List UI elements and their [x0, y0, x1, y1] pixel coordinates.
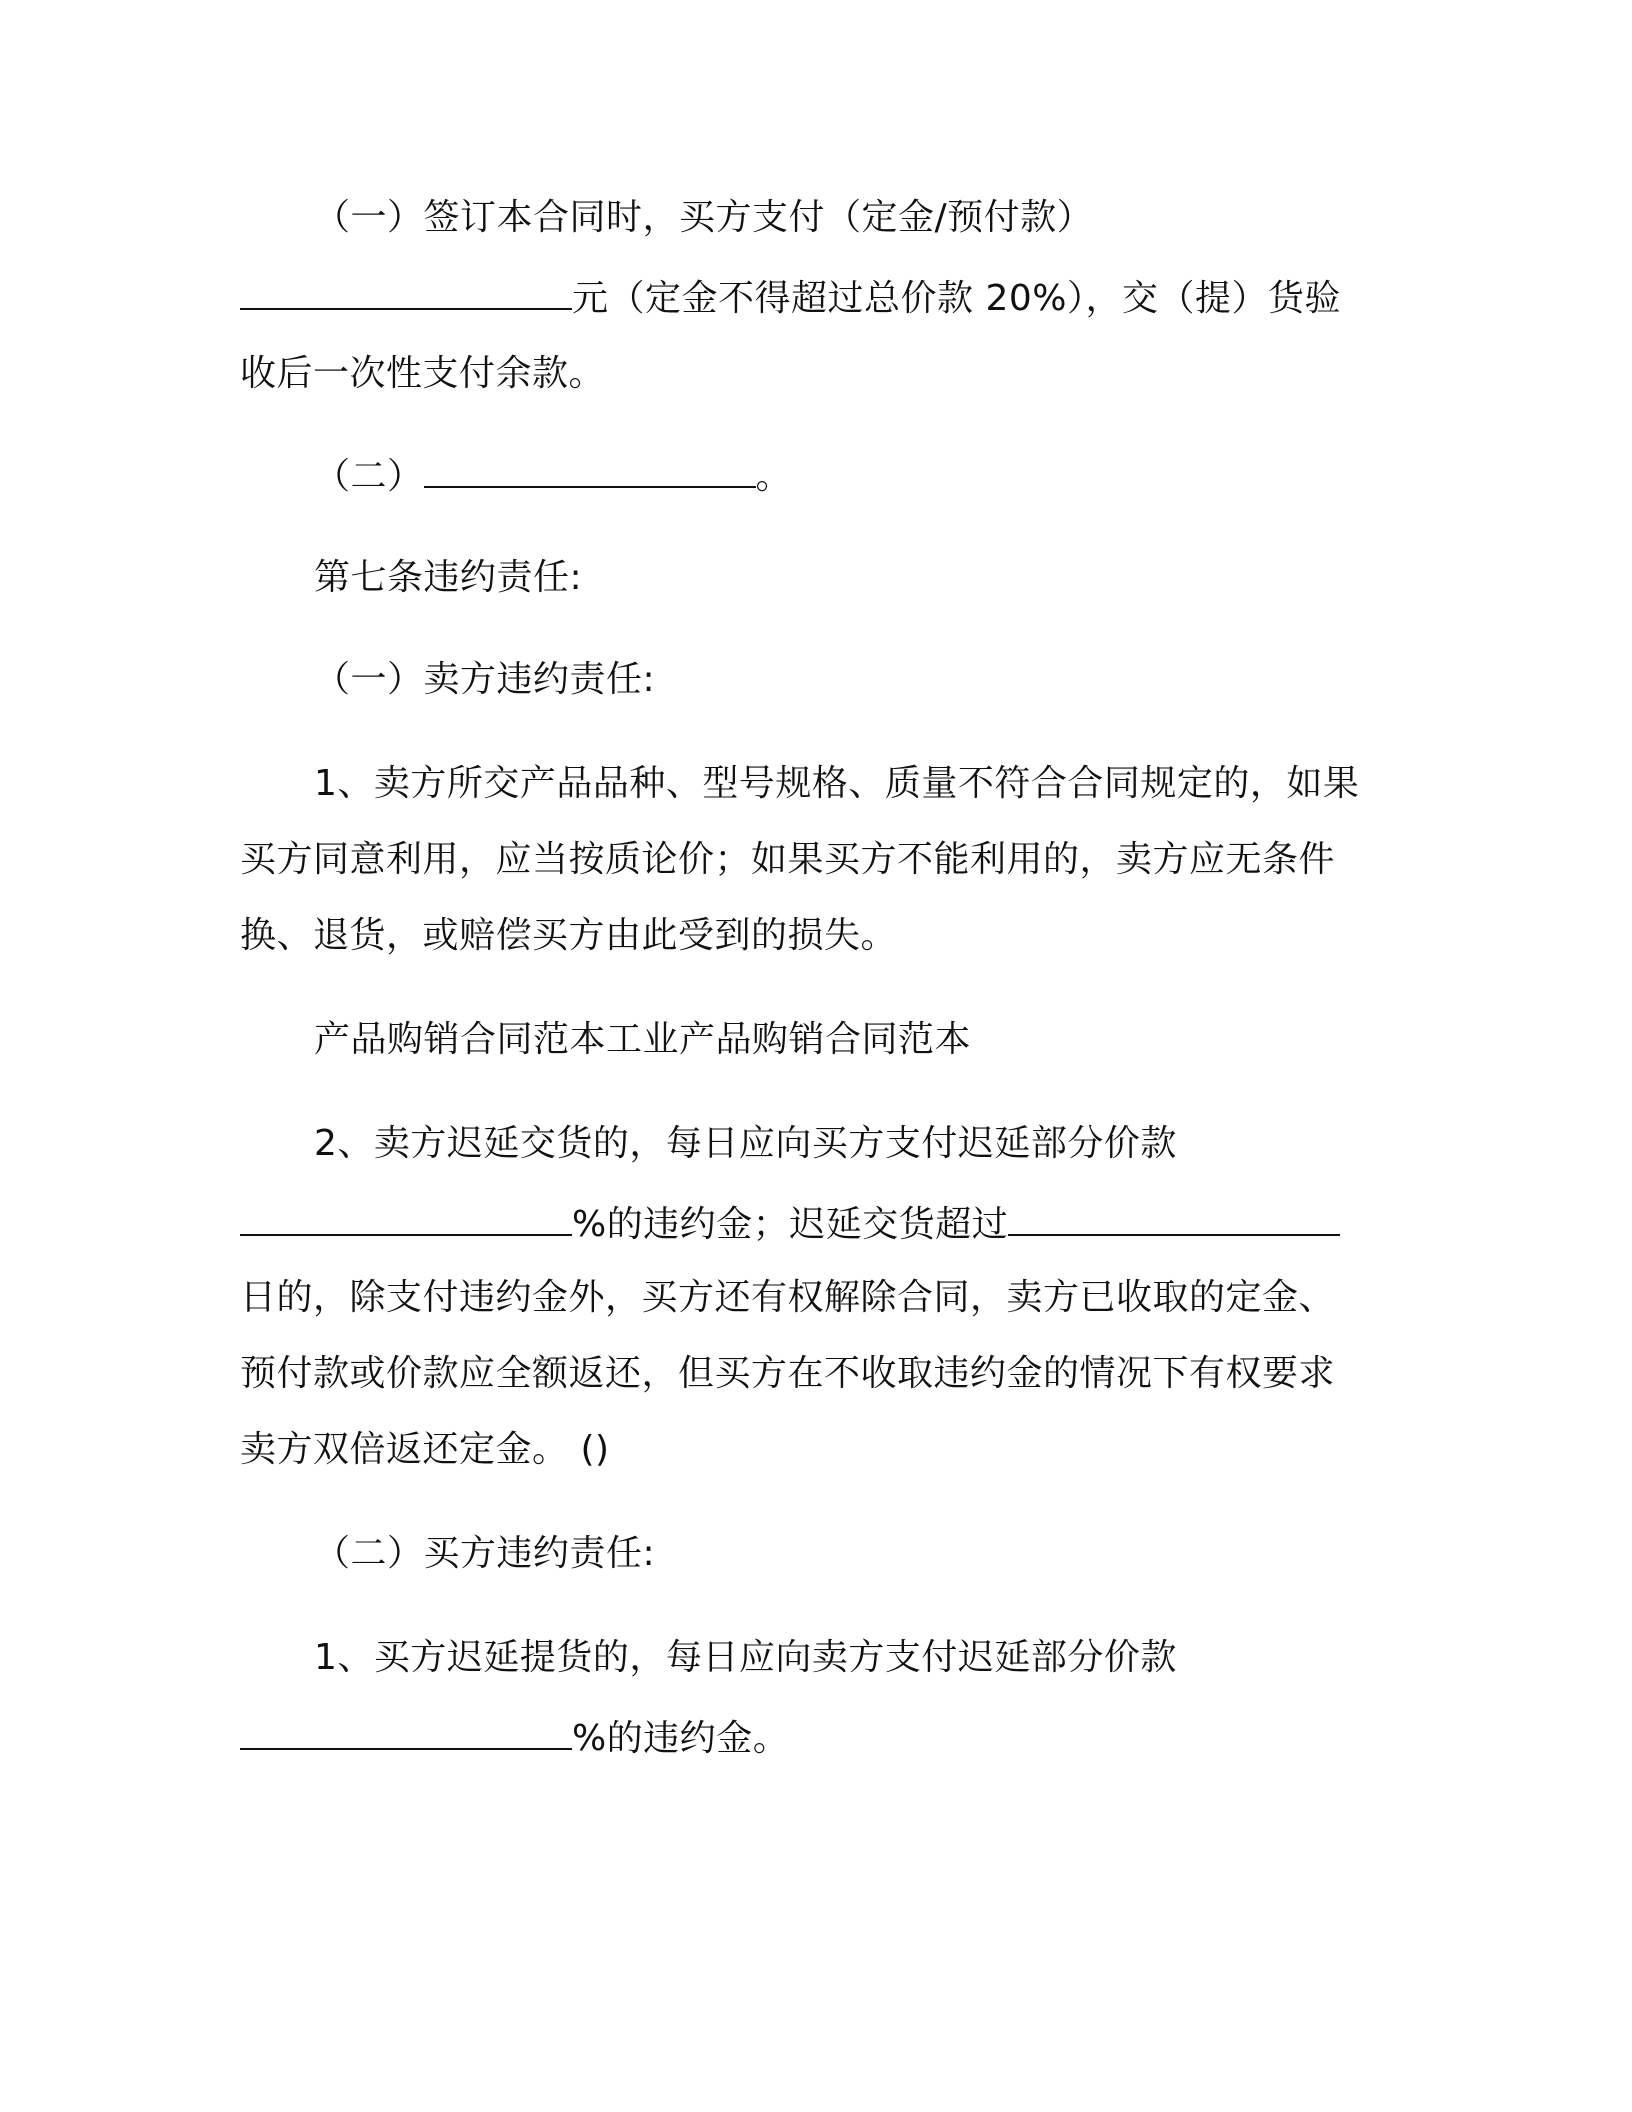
text: 。 — [755, 456, 793, 497]
fill-in-blank — [424, 452, 756, 488]
text: %的违约金。 — [572, 1718, 790, 1759]
buyer-item-1-line-1 — [314, 1636, 1177, 1680]
text: 日的，除支付违约金外，买方还有权解除合同，卖方已收取的定金、 — [240, 1277, 1336, 1318]
buyer-liability-heading — [314, 1532, 655, 1576]
text: 2、卖方迟延交货的，每日应向买方支付迟延部分价款 — [314, 1123, 1177, 1164]
clause-6-1-line-2 — [240, 274, 1341, 318]
fill-in-blank — [1008, 1200, 1340, 1236]
heading-text: 第七条违约责任: — [314, 557, 583, 598]
seller-item-1-line-2 — [240, 838, 1335, 882]
seller-item-2-line-1 — [314, 1122, 1177, 1166]
interjected-title-line — [314, 1018, 971, 1062]
clause-6-1-line-1 — [314, 196, 1093, 240]
text: 元（定金不得超过总价款 20%），交（提）货验 — [572, 278, 1341, 319]
seller-item-1-line-3 — [240, 914, 897, 958]
clause-6-2-line — [314, 452, 792, 496]
heading-text: （一）卖方违约责任: — [314, 659, 656, 700]
seller-item-1-line-1 — [314, 762, 1359, 806]
text: 1、买方迟延提货的，每日应向卖方支付迟延部分价款 — [314, 1637, 1177, 1678]
text: 买方同意利用，应当按质论价；如果买方不能利用的，卖方应无条件 — [240, 839, 1336, 880]
seller-item-2-line-2 — [240, 1200, 1340, 1244]
clause-6-1-line-3 — [240, 352, 605, 396]
buyer-item-1-line-2 — [240, 1714, 789, 1758]
article-7-title — [314, 556, 582, 600]
fill-in-blank — [240, 1714, 572, 1750]
fill-in-blank — [240, 1200, 572, 1236]
text: 收后一次性支付余款。 — [240, 353, 606, 394]
seller-item-2-line-3 — [240, 1276, 1335, 1320]
heading-text: （二）买方违约责任: — [314, 1533, 656, 1574]
text: 产品购销合同范本工业产品购销合同范本 — [314, 1019, 972, 1060]
fill-in-blank — [240, 274, 572, 310]
text: 卖方双倍返还定金。 () — [240, 1429, 610, 1470]
text: 预付款或价款应全额返还，但买方在不收取违约金的情况下有权要求 — [240, 1353, 1336, 1394]
text: （一）签订本合同时，买方支付（定金/预付款） — [314, 197, 1094, 238]
seller-liability-heading — [314, 658, 655, 702]
text: （二） — [314, 456, 424, 497]
seller-item-2-line-5 — [240, 1428, 610, 1472]
text: 1、卖方所交产品品种、型号规格、质量不符合合同规定的，如果 — [314, 763, 1360, 804]
text: 换、退货，或赔偿买方由此受到的损失。 — [240, 915, 898, 956]
seller-item-2-line-4 — [240, 1352, 1335, 1396]
text: %的违约金；迟延交货超过 — [572, 1204, 1009, 1245]
